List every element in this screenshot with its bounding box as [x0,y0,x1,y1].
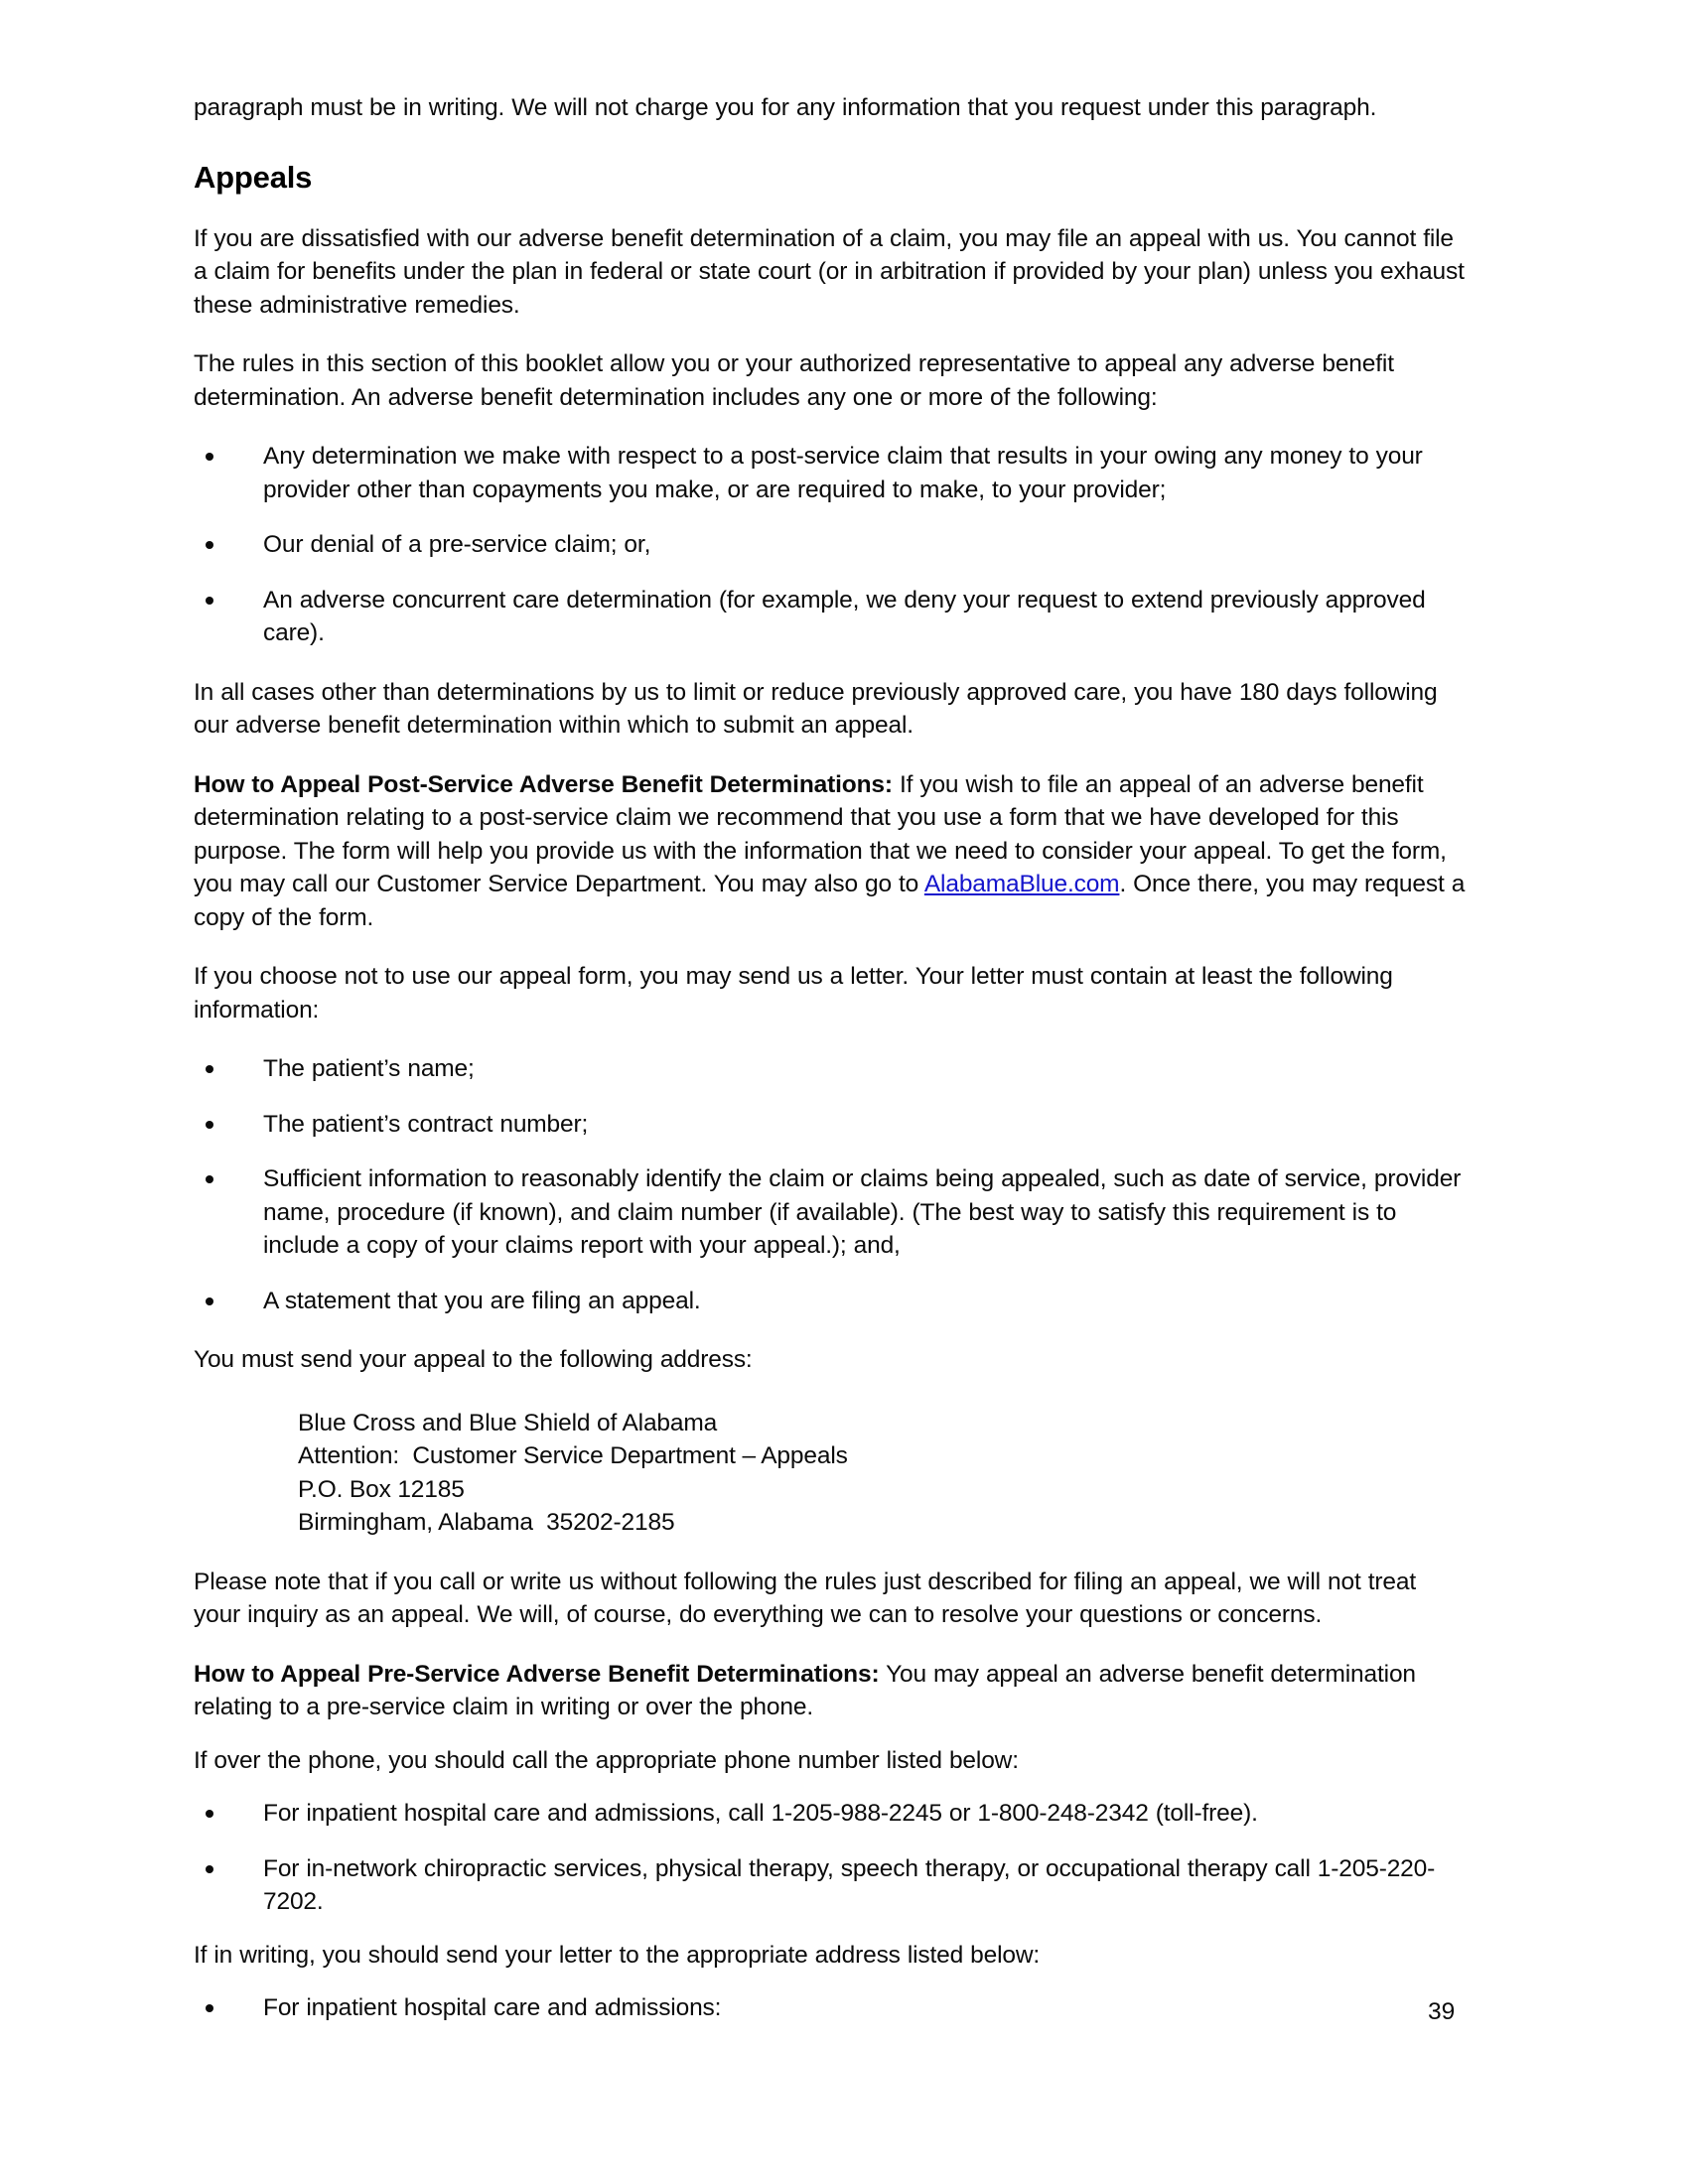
bullet-dot-icon [206,1865,213,1873]
post-service-appeal-paragraph [194,768,1470,935]
post-service-body-before-link: If you wish to file an appeal of an adverse benefit determination relating to a post-service claim we recommend that you use a form that we have developed for this purpose. The form will help you provide us with the information that we need to consider your appeal. To get the form, you may call our Customer Service Department. You may also go to [194,770,1447,897]
address-intro-paragraph: You must send your appeal to the following address: [194,1346,753,1373]
list-item [204,1052,1470,1086]
bullet-dot-icon [206,1810,213,1818]
post-service-body-after-link: . Once there, you may request a copy of the form. [194,871,1466,931]
writing-intro-paragraph: If in writing, you should send your letter to the appropriate address listed below: [194,1941,1041,1969]
list-item-text: A statement that you are filing an appeal. [263,1287,701,1314]
page-content [194,91,1470,2025]
alabamablue-link[interactable]: AlabamaBlue.com [923,871,1120,897]
list-item [204,1991,1470,2025]
appeal-deadline-paragraph: In all cases other than determinations by us to limit or reduce previously approved care, you have 180 days following our adverse benefit determination within which to submit an appeal. [194,678,1438,739]
address-line: P.O. Box 12185 [298,1475,465,1503]
list-item [204,528,1470,562]
list-item [204,1852,1470,1919]
please-note-paragraph: Please note that if you call or write us without following the rules just described for filing an appeal, we will not treat your inquiry as an appeal. We will, of course, do everything we can to resolve your questions or concerns. [194,1568,1416,1628]
appeals-intro-paragraph: If you are dissatisfied with our adverse benefit determination of a claim, you may file an appeal with us. You cannot file a claim for benefits under the plan in federal or state court (or in arbitration if provided by your plan) unless you exhaust these administrative remedies. [194,224,1465,319]
list-item [204,1108,1470,1142]
pre-service-appeal-paragraph [194,1658,1470,1724]
bullet-dot-icon [206,597,213,605]
bullet-dot-icon [206,541,213,549]
section-heading-appeals: Appeals [194,159,313,195]
list-item [204,440,1470,506]
mailing-address-block [298,1407,1470,1540]
list-item-text: The patient’s name; [263,1055,475,1082]
phone-numbers-list [194,1797,1470,1919]
address-line: Blue Cross and Blue Shield of Alabama [298,1409,718,1436]
appeals-rules-paragraph: The rules in this section of this booklet allow you or your authorized representative to appeal any adverse benefit determination. An adverse benefit determination includes any one or more of the following: [194,350,1394,411]
bullet-dot-icon [206,1065,213,1073]
pre-service-body: You may appeal an adverse benefit determination relating to a pre-service claim in writing or over the phone. [194,1660,1416,1720]
list-item [204,1285,1470,1318]
page-number: 39 [1428,1998,1456,2025]
address-line: Birmingham, Alabama 35202-2185 [298,1509,675,1536]
list-item-text: Any determination we make with respect to a post-service claim that results in your owing any money to your provider other than copayments you make, or are required to make, to your provider; [263,443,1423,503]
list-item-text: For in-network chiropractic services, physical therapy, speech therapy, or occupational therapy call 1-205-220-7202. [263,1854,1436,1915]
address-line: Attention: Customer Service Department – Appeals [298,1442,848,1469]
list-item-text: For inpatient hospital care and admissions, call 1-205-988-2245 or 1-800-248-2342 (toll-free). [263,1800,1258,1827]
bullet-dot-icon [206,1297,213,1305]
list-item-text: Sufficient information to reasonably identify the claim or claims being appealed, such as date of service, provider name, procedure (if known), and claim number (if available). (The best way to satisfy this requirement is to include a copy of your claims report with your appeal.); and, [263,1165,1462,1259]
adverse-determination-list [194,440,1470,650]
writing-address-list [194,1991,1470,2025]
list-item-text: An adverse concurrent care determination (for example, we deny your request to extend previously approved care). [263,586,1426,646]
list-item [204,1797,1470,1831]
bullet-dot-icon [206,453,213,461]
list-item-text: For inpatient hospital care and admissions: [263,1994,722,2021]
list-item-text: Our denial of a pre-service claim; or, [263,531,651,558]
letter-requirements-list [194,1052,1470,1317]
bullet-dot-icon [206,1121,213,1129]
list-item [204,584,1470,650]
pre-service-heading: How to Appeal Pre-Service Adverse Benefit Determinations: [194,1660,880,1688]
letter-intro-paragraph: If you choose not to use our appeal form, you may send us a letter. Your letter must contain at least the following information: [194,963,1393,1024]
phone-intro-paragraph: If over the phone, you should call the appropriate phone number listed below: [194,1746,1019,1774]
list-item [204,1162,1470,1263]
bullet-dot-icon [206,2004,213,2012]
bullet-dot-icon [206,1175,213,1183]
post-service-heading: How to Appeal Post-Service Adverse Benefit Determinations: [194,770,893,798]
list-item-text: The patient’s contract number; [263,1110,589,1138]
continued-paragraph: paragraph must be in writing. We will not charge you for any information that you request under this paragraph. [194,94,1377,121]
